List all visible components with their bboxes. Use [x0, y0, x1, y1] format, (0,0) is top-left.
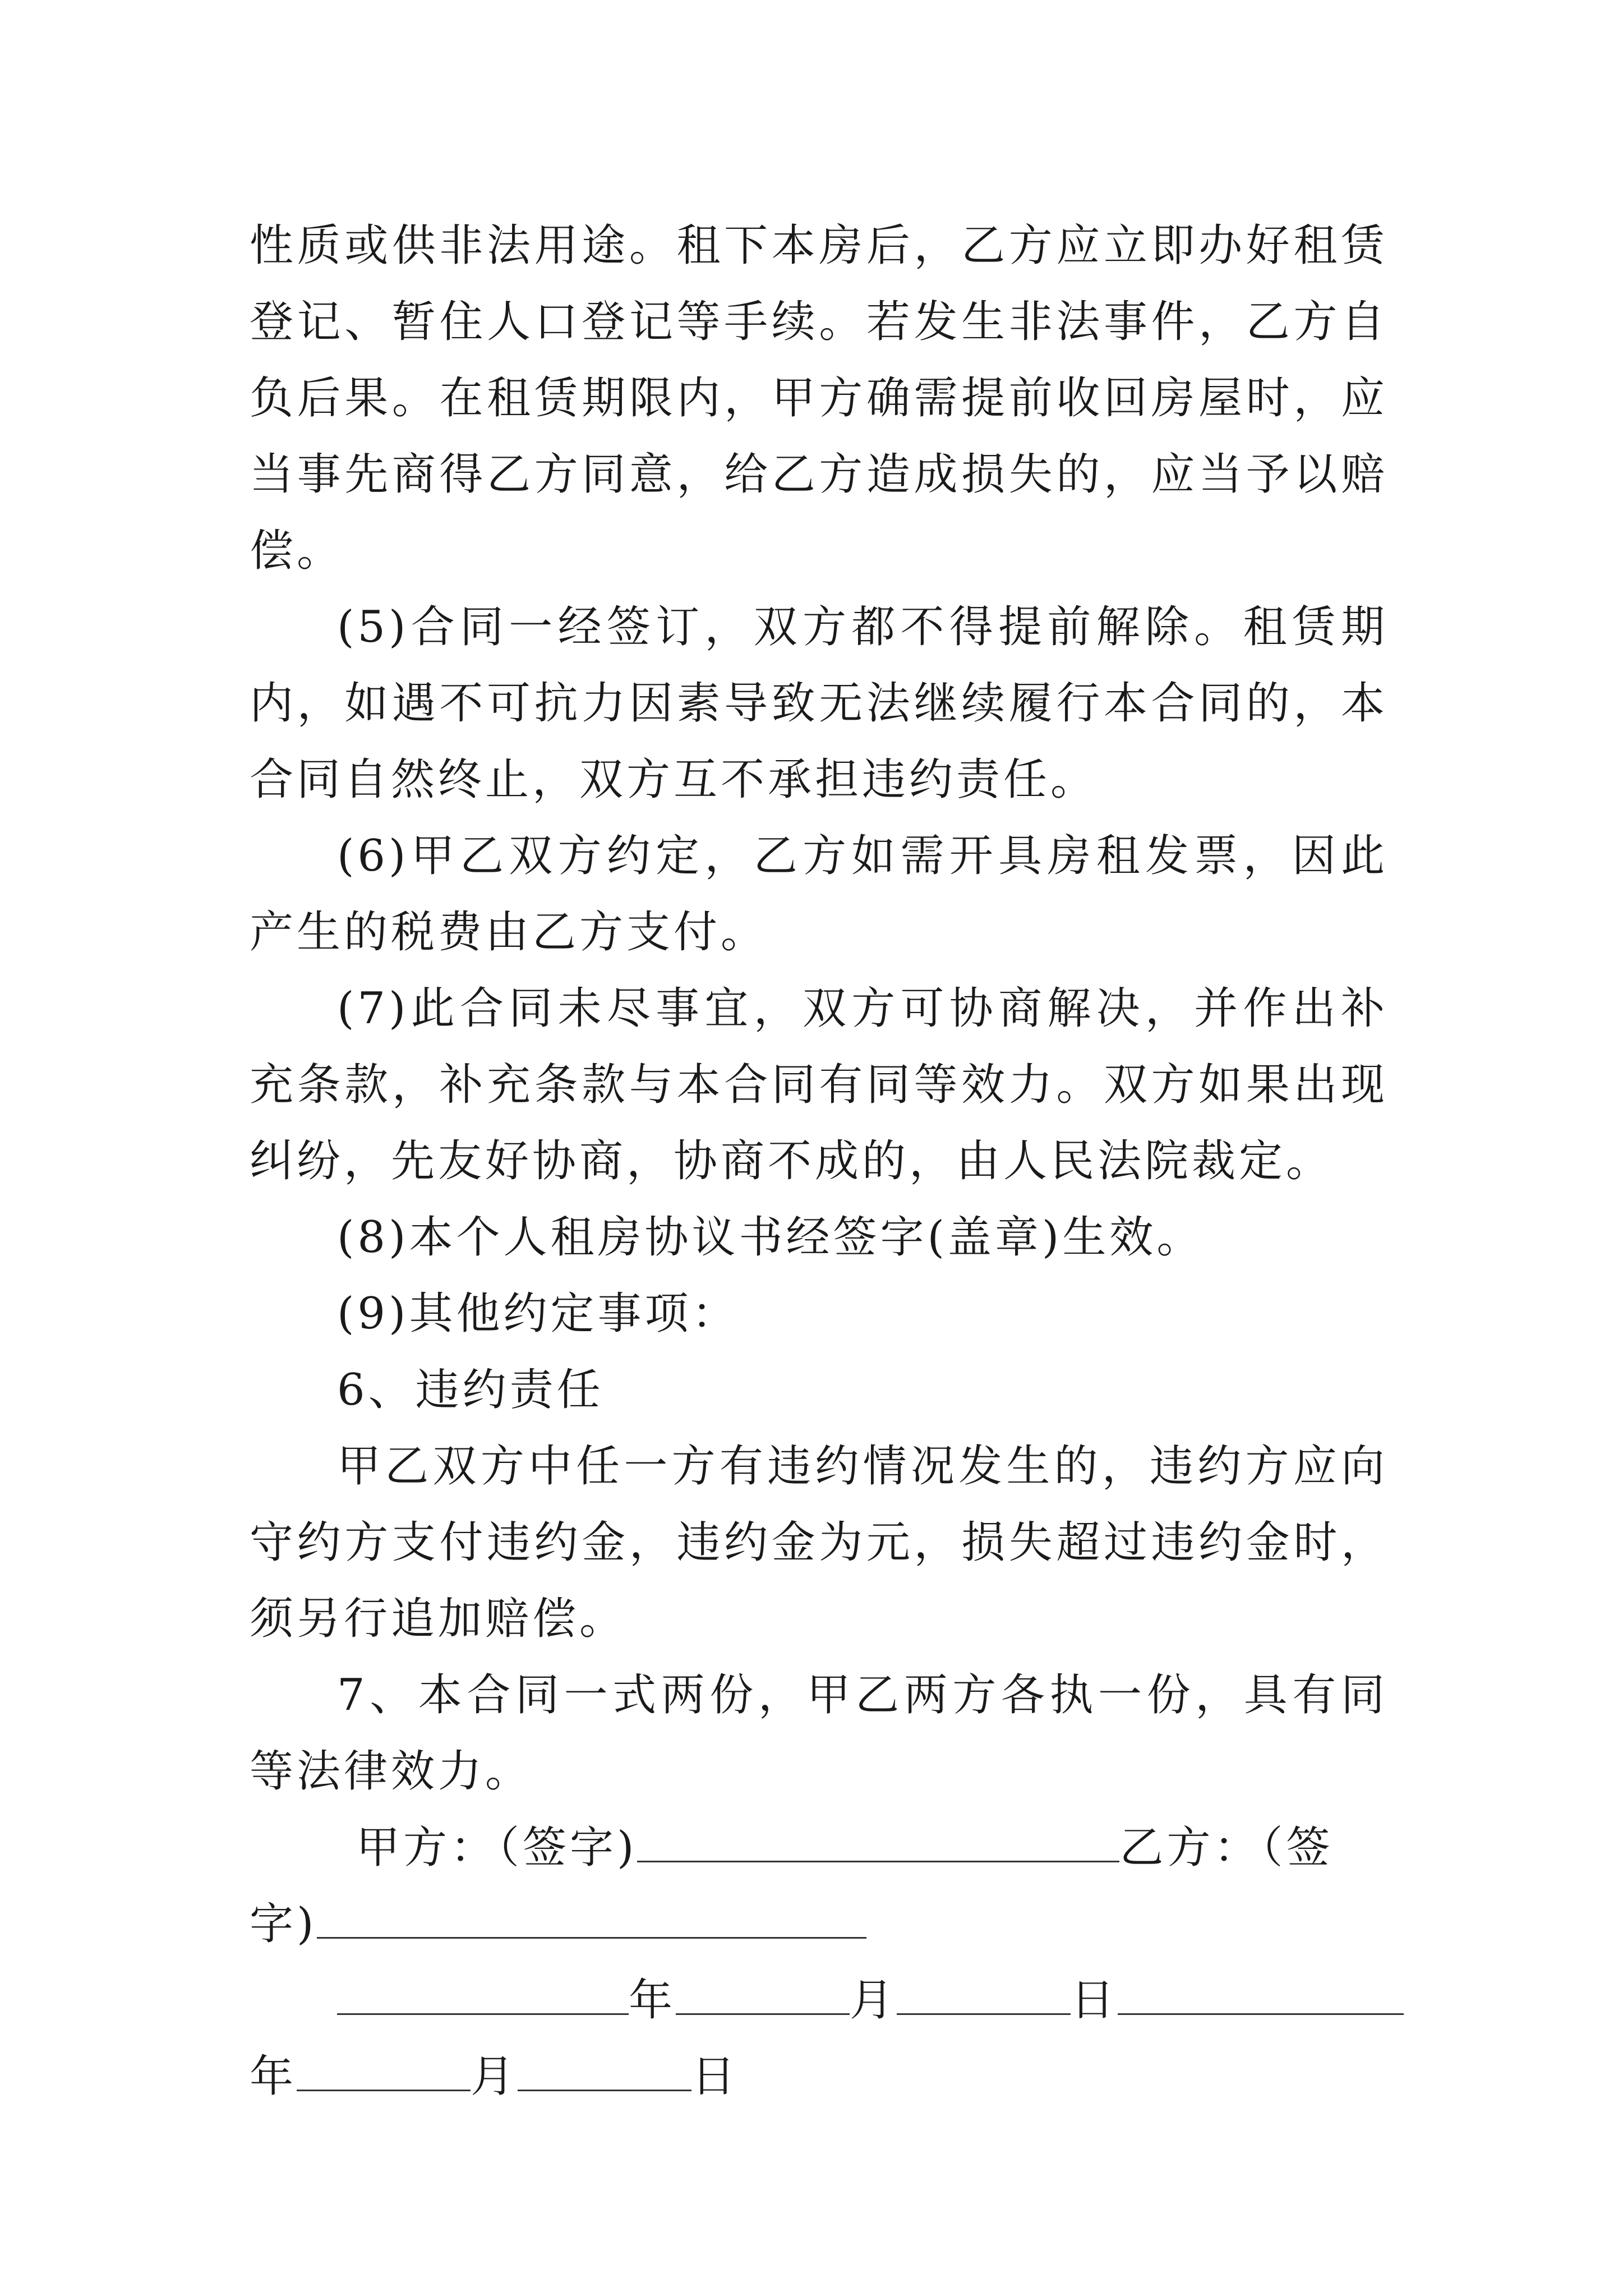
document-body — [250, 208, 1388, 2115]
paragraph-continuation: 性质或供非法用途。租下本房后，乙方应立即办好租赁登记、暂住人口登记等手续。若发生非法事件，乙方自负后果。在租赁期限内，甲方确需提前收回房屋时，应当事先商得乙方同意，给乙方造成损失的，应当予以赔偿。 — [250, 220, 1388, 576]
clause-8: (8)本个人租房协议书经签字(盖章)生效。 — [337, 1212, 1204, 1263]
year-blank-a[interactable] — [337, 1968, 629, 2015]
month-label-a: 月 — [850, 1975, 897, 2026]
day-blank-a[interactable] — [897, 1968, 1071, 2015]
section-heading-breach: 6、违约责任 — [337, 1365, 604, 1415]
party-b-label: 乙方：（签 — [1119, 1823, 1334, 1873]
date-line-a — [250, 1962, 1388, 2039]
year-blank-b[interactable] — [1118, 1968, 1404, 2015]
party-b-signature-blank[interactable] — [317, 1892, 866, 1939]
month-blank-b[interactable] — [297, 2045, 471, 2091]
party-a-signature-blank[interactable] — [637, 1816, 1119, 1862]
day-label-a: 日 — [1071, 1975, 1118, 2026]
copies-paragraph: 7、本合同一式两份，甲乙两方各执一份，具有同等法律效力。 — [250, 1670, 1388, 1797]
party-a-label: 甲方：（签字) — [356, 1823, 638, 1873]
clause-9: (9)其他约定事项： — [337, 1289, 739, 1339]
month-label-b: 月 — [471, 2051, 518, 2102]
clause-6: (6)甲乙双方约定，乙方如需开具房租发票，因此产生的税费由乙方支付。 — [250, 831, 1388, 958]
clause-7: (7)此合同未尽事宜，双方可协商解决，并作出补充条款，补充条款与本合同有同等效力。双方如果出现纠纷，先友好协商，协商不成的，由人民法院裁定。 — [250, 983, 1388, 1186]
date-line-b — [250, 2039, 1388, 2115]
signature-line — [250, 1810, 1388, 1886]
month-blank-a[interactable] — [676, 1968, 850, 2015]
breach-paragraph: 甲乙双方中任一方有违约情况发生的，违约方应向守约方支付违约金，违约金为元，损失超过违约金时，须另行追加赔偿。 — [250, 1441, 1388, 1644]
signature-line-cont — [250, 1886, 1388, 1962]
party-b-label-cont: 字) — [250, 1899, 317, 1949]
day-blank-b[interactable] — [518, 2045, 691, 2091]
year-label-a: 年 — [629, 1975, 676, 2026]
clause-5: (5)合同一经签订，双方都不得提前解除。租赁期内，如遇不可抗力因素导致无法继续履行本合同的，本合同自然终止，双方互不承担违约责任。 — [250, 602, 1388, 805]
day-label-b: 日 — [691, 2051, 739, 2102]
year-label-b: 年 — [250, 2051, 297, 2102]
